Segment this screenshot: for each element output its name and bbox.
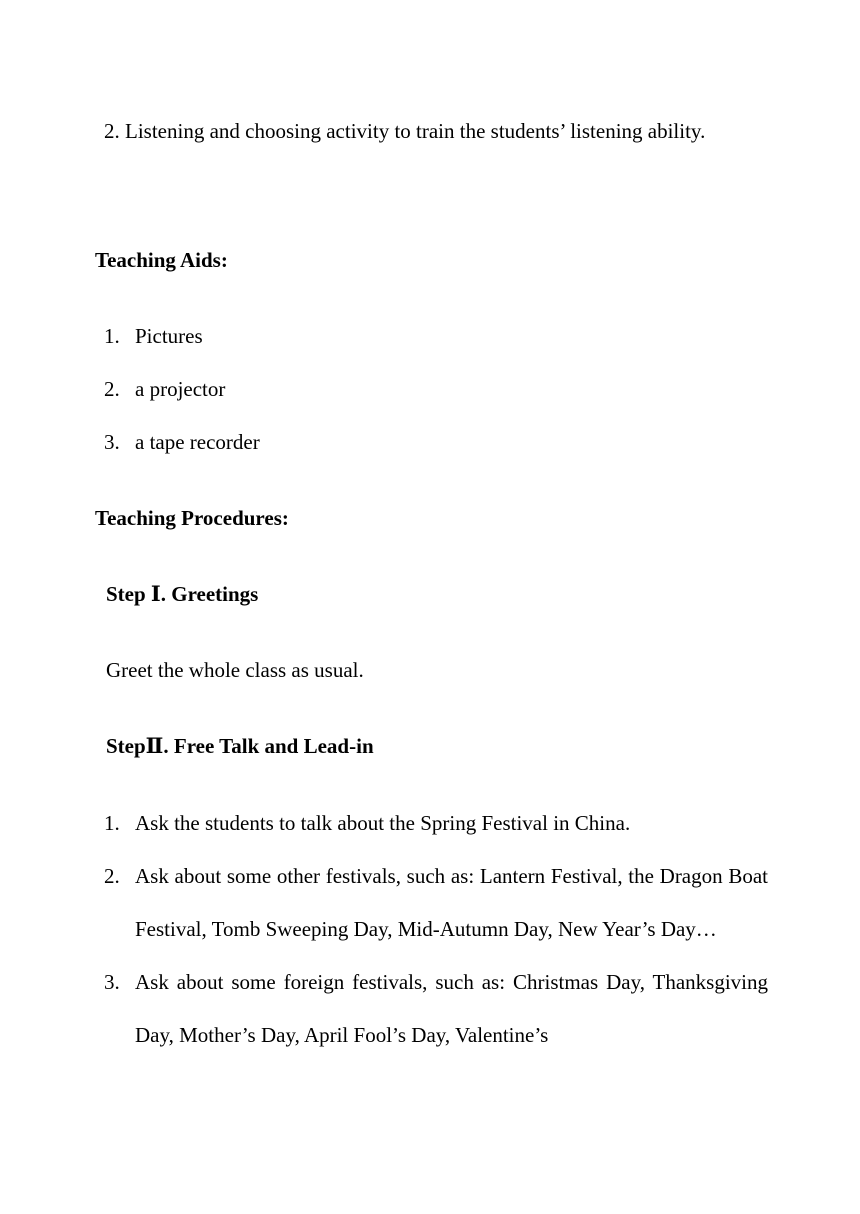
step-2-title: StepⅡ. Free Talk and Lead-in xyxy=(106,734,374,758)
objective-item-2: 2. Listening and choosing activity to train the students’ listening ability. xyxy=(104,119,706,143)
list-text: a projector xyxy=(135,377,226,401)
list-number: 3. xyxy=(104,430,120,454)
list-text: Ask about some other festivals, such as: Lantern Festival, the Dragon Boat Festival, Tomb Sweeping Day, Mid-Autumn Day, New Year’s Day… xyxy=(135,864,768,941)
list-item xyxy=(104,310,768,363)
list-number: 1. xyxy=(104,811,120,835)
teaching-aids-heading: Teaching Aids: xyxy=(95,248,228,272)
list-text: a tape recorder xyxy=(135,430,260,454)
teaching-aids-list xyxy=(104,310,768,469)
list-item xyxy=(104,416,768,469)
list-item xyxy=(104,850,768,956)
list-text: Ask the students to talk about the Spring Festival in China. xyxy=(135,811,631,835)
list-text: Pictures xyxy=(135,324,203,348)
list-number: 3. xyxy=(104,970,120,994)
list-number: 1. xyxy=(104,324,120,348)
step-2-list xyxy=(104,797,768,1062)
list-number: 2. xyxy=(104,864,120,888)
list-item xyxy=(104,363,768,416)
step-1-title: Step Ⅰ. Greetings xyxy=(106,582,259,606)
list-item xyxy=(104,797,768,850)
list-item xyxy=(104,956,768,1062)
list-text: Ask about some foreign festivals, such as: Christmas Day, Thanksgiving Day, Mother’s Day, April Fool’s Day, Valentine’s xyxy=(135,970,768,1047)
teaching-procedures-heading: Teaching Procedures: xyxy=(95,506,289,530)
step-1-text: Greet the whole class as usual. xyxy=(106,658,364,682)
list-number: 2. xyxy=(104,377,120,401)
